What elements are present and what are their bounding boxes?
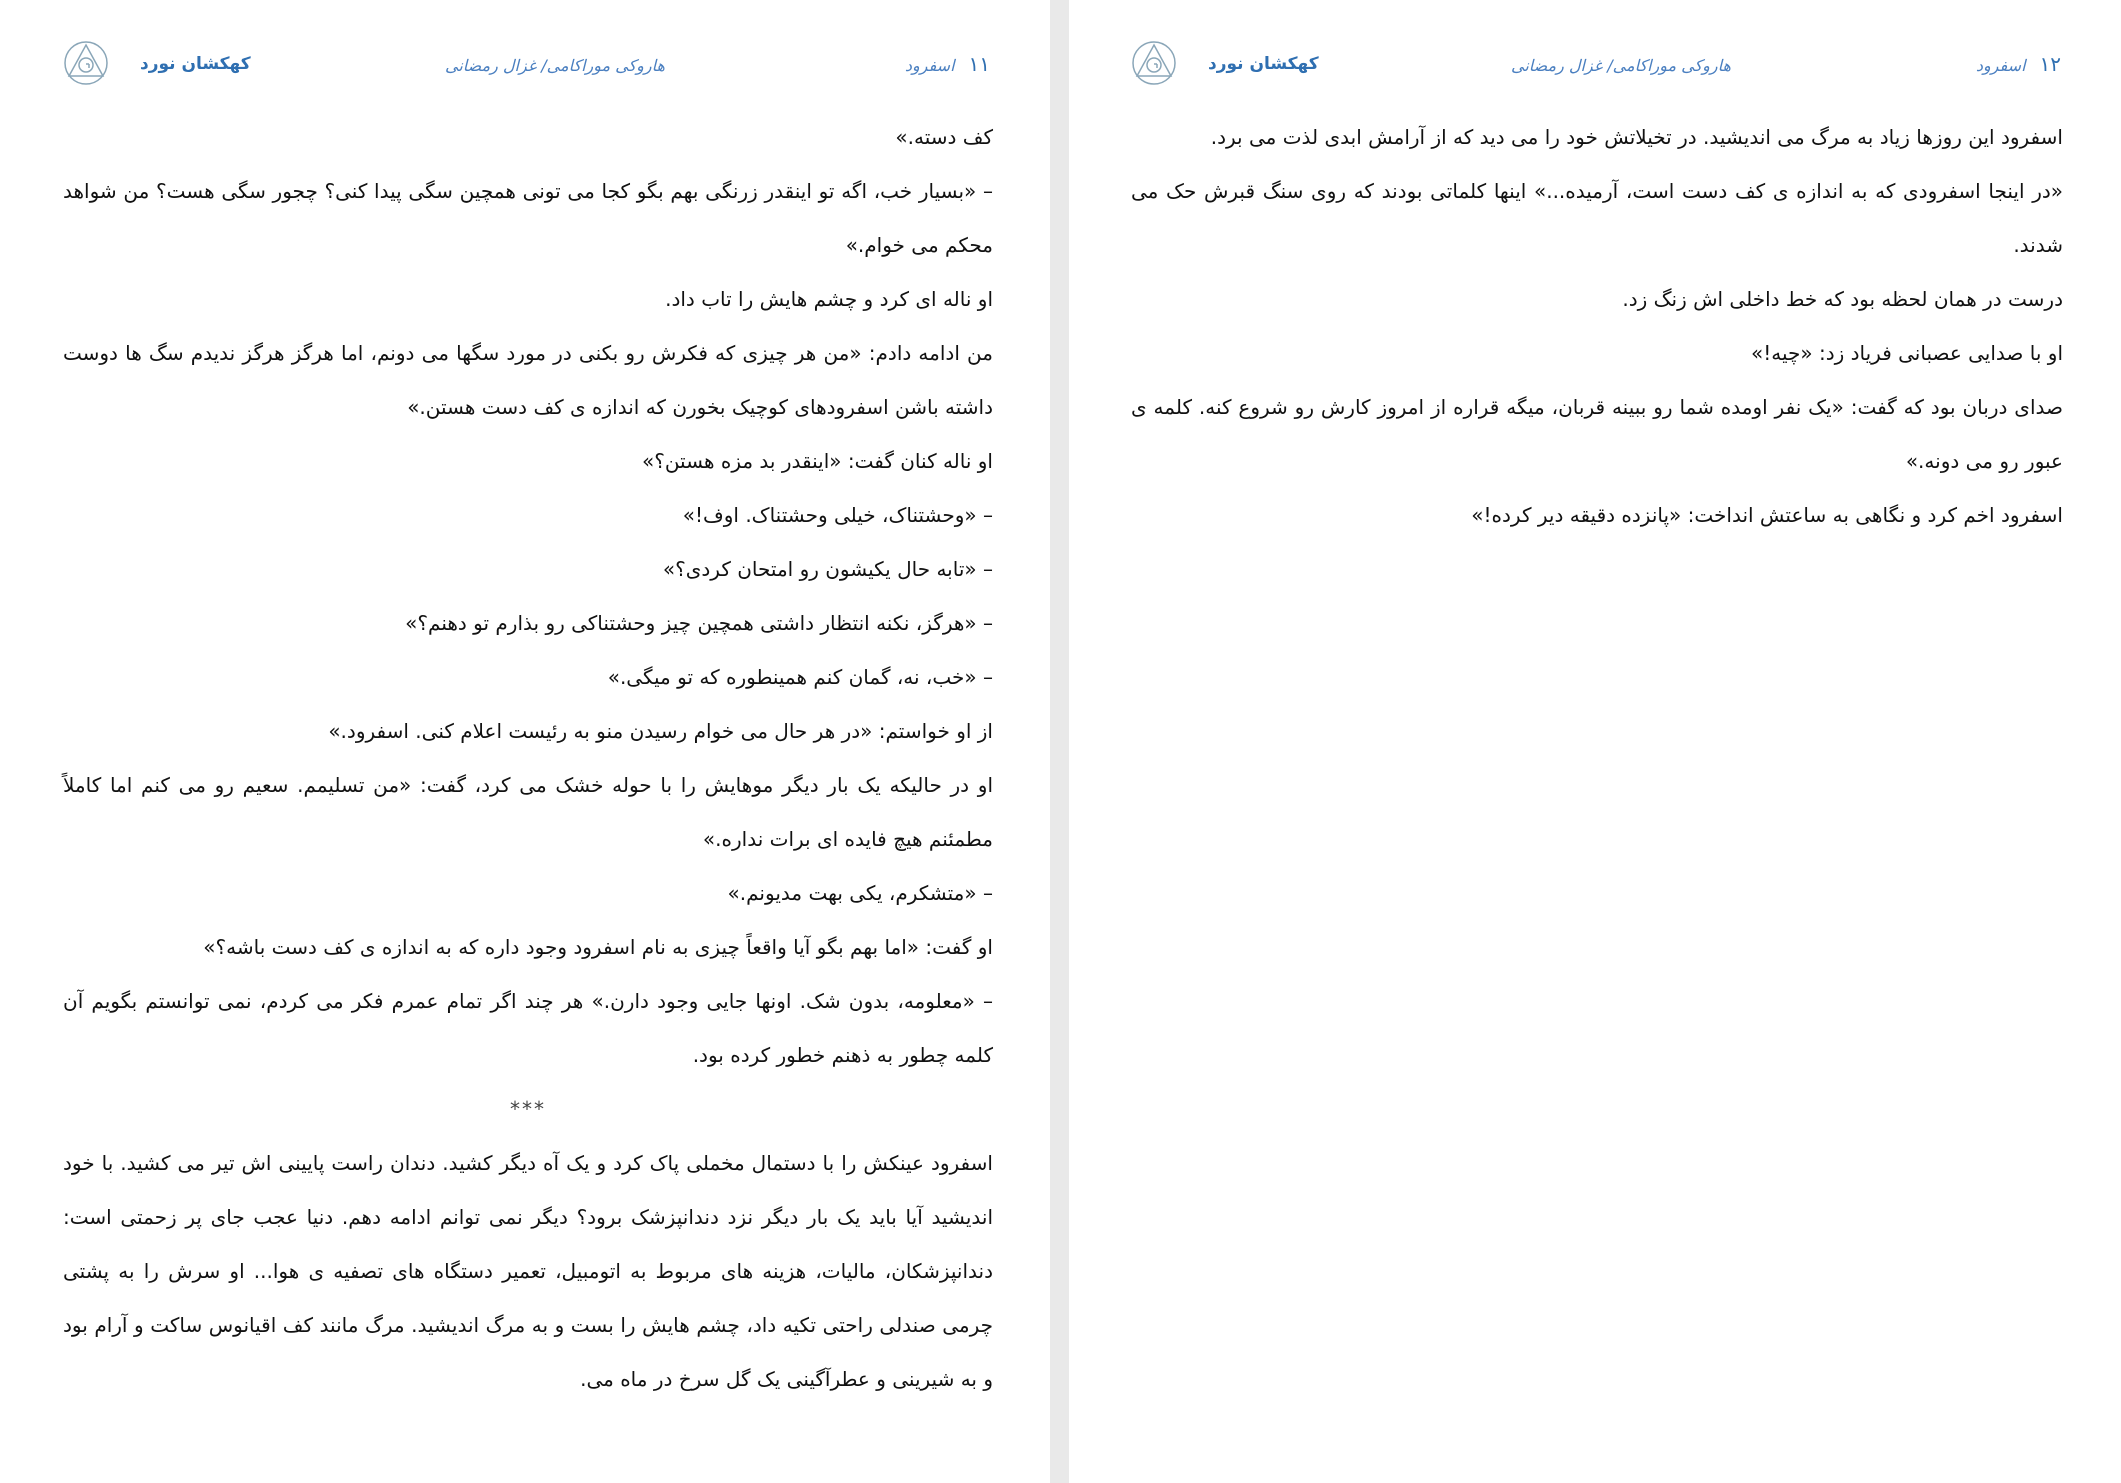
- paragraph: – «وحشتناک، خیلی وحشتناک. اوف!»: [682, 503, 993, 527]
- page-text: [1131, 110, 2063, 542]
- paragraph: – «بسیار خب، اگه تو اینقدر زرنگی بهم بگو کجا می تونی همچین سگی پیدا کنی؟ چجور سگی هست؟ من شواهد محکم می خوام.»: [63, 179, 993, 257]
- chapter-title: اسفرود: [904, 56, 955, 75]
- paragraph: – «خب، نه، گمان کنم همینطوره که تو میگی.»: [607, 665, 993, 689]
- paragraph: او ناله ای کرد و چشم هایش را تاب داد.: [665, 287, 993, 311]
- paragraph: اسفرود عینکش را با دستمال مخملی پاک کرد و یک آه دیگر کشید. دندان راست پایینی اش تیر می کشید. با خود اندیشید آیا باید یک بار دیگر نزد دندانپزشک برود؟ دیگر نمی توانم ادامه دهم. دنیا عجب جای پر زحمتی است: دندانپزشکان، مالیات، هزینه های مربوط به اتومبیل، تعمیر دستگاه های تصفیه ی هوا... او سرش را به پشتی چرمی صندلی راحتی تکیه داد، چشم هایش را بست و به مرگ اندیشید. مرگ مانند کف اقیانوس ساکت و آرام بود و به شیرینی و عطرآگینی یک گل سرخ در ماه می.: [63, 1151, 993, 1391]
- page-number: ۱۲: [2039, 52, 2061, 76]
- page-header: [0, 40, 1050, 90]
- page-info: [1976, 52, 2061, 76]
- paragraph: کف دسته.»: [895, 125, 993, 149]
- paragraph: او در حالیکه یک بار دیگر موهایش را با حوله خشک می کرد، گفت: «من تسلیمم. سعیم رو می کنم اما کاملاً مطمئنم هیچ فایده ای برات نداره.»: [63, 773, 993, 851]
- paragraph: از او خواستم: «در هر حال می خوام رسیدن منو به رئیست اعلام کنی. اسفرود.»: [328, 719, 993, 743]
- paragraph: – «هرگز، نکنه انتظار داشتی همچین چیز وحشتناکی رو بذارم تو دهنم؟»: [405, 611, 993, 635]
- galaxy-logo-icon: [1131, 40, 1177, 86]
- paragraph: اسفرود این روزها زیاد به مرگ می اندیشید. در تخیلاتش خود را می دید که از آرامش ابدی لذت می برد.: [1210, 125, 2063, 149]
- paragraph: – «متشکرم، یکی بهت مدیونم.»: [727, 881, 993, 905]
- page-info: [905, 52, 990, 76]
- paragraph: او ناله کنان گفت: «اینقدر بد مزه هستن؟»: [641, 449, 993, 473]
- paragraph: او گفت: «اما بهم بگو آیا واقعاً چیزی به نام اسفرود وجود داره که به اندازه ی کف دست باشه؟»: [203, 935, 993, 959]
- paragraph: – «تابه حال یکیشون رو امتحان کردی؟»: [662, 557, 993, 581]
- paragraph: صدای دربان بود که گفت: «یک نفر اومده شما رو ببینه قربان، میگه قراره از امروز کارش رو شروع کنه. کلمه ی عبور رو می دونه.»: [1131, 395, 2063, 473]
- page-text: [63, 110, 993, 1406]
- brand-name: کهکشان نورد: [1208, 54, 1319, 74]
- paragraph: او با صدایی عصبانی فریاد زد: «چیه!»: [1750, 341, 2063, 365]
- galaxy-logo-icon: [63, 40, 109, 86]
- paragraph: اسفرود اخم کرد و نگاهی به ساعتش انداخت: «پانزده دقیقه دیر کرده!»: [1471, 503, 2063, 527]
- left-page: [0, 0, 1050, 1483]
- brand-name: کهکشان نورد: [140, 54, 251, 74]
- author-translator: هاروکی موراکامی/ غزال رمضانی: [445, 56, 665, 75]
- page-number: ۱۱: [968, 52, 990, 76]
- author-translator: هاروکی موراکامی/ غزال رمضانی: [1511, 56, 1731, 75]
- chapter-title: اسفرود: [1975, 56, 2026, 75]
- paragraph: درست در همان لحظه بود که خط داخلی اش زنگ زد.: [1622, 287, 2063, 311]
- paragraph: «در اینجا اسفرودی که به اندازه ی کف دست است، آرمیده...» اینها کلماتی بودند که روی سنگ قبرش حک می شدند.: [1131, 179, 2063, 257]
- paragraph: – «معلومه، بدون شک. اونها جایی وجود دارن.» هر چند اگر تمام عمرم فکر می کردم، نمی توانستم بگویم آن کلمه چطور به ذهنم خطور کرده بود.: [63, 989, 993, 1067]
- right-page: [1069, 0, 2121, 1483]
- page-header: [1069, 40, 2121, 90]
- section-separator: ***: [510, 1097, 546, 1121]
- paragraph: من ادامه دادم: «من هر چیزی که فکرش رو بکنی در مورد سگها می دونم، اما هرگز هرگز ندیدم سگ ها دوست داشته باشن اسفرودهای کوچیک بخورن که اندازه ی کف دست هستن.»: [63, 341, 993, 419]
